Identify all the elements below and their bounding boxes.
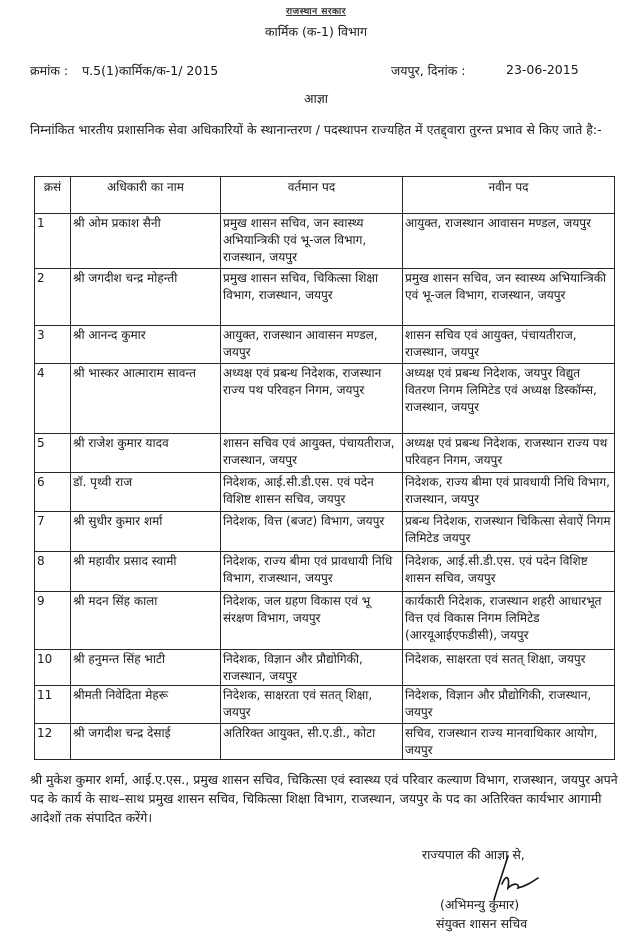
cell-current-post: प्रमुख शासन सचिव, चिकित्सा शिक्षा विभाग, राजस्थान, जयपुर <box>221 269 403 326</box>
cell-current-post: आयुक्त, राजस्थान आवासन मण्डल, जयपुर <box>221 326 403 364</box>
cell-serial-number: 12 <box>35 724 71 760</box>
table-row <box>35 269 615 326</box>
table-row <box>35 434 615 473</box>
cell-officer-name: श्री जगदीश चन्द्र मोहन्ती <box>71 269 221 326</box>
table-row <box>35 326 615 364</box>
by-order-text: राज्यपाल की आज्ञा से, <box>422 847 525 862</box>
cell-serial-number: 8 <box>35 552 71 592</box>
cell-serial-number: 4 <box>35 364 71 434</box>
cell-new-post: निदेशक, राज्य बीमा एवं प्रावधायी निधि विभाग, राजस्थान, जयपुर <box>403 473 615 512</box>
cell-current-post: निदेशक, जल ग्रहण विकास एवं भू संरक्षण विभाग, जयपुर <box>221 592 403 650</box>
additional-charge-note: श्री मुकेश कुमार शर्मा, आई.ए.एस., प्रमुख शासन सचिव, चिकित्सा एवं स्वास्थ्य एवं परिवार कल्याण विभाग, राजस्थान, जयपुर अपने पद के कार्य के साथ–साथ प्रमुख शासन सचिव, चिकित्सा शिक्षा विभाग, राजस्थान, जयपुर के पद का अतिरिक्त कार्यभार आगामी आदेशों तक संपादित करेंगे। <box>30 772 618 825</box>
cell-officer-name: श्री सुधीर कुमार शर्मा <box>71 512 221 552</box>
cell-new-post: प्रमुख शासन सचिव, जन स्वास्थ्य अभियान्त्रिकी एवं भू-जल विभाग, राजस्थान, जयपुर <box>403 269 615 326</box>
table-row <box>35 473 615 512</box>
cell-current-post: निदेशक, साक्षरता एवं सतत् शिक्षा, जयपुर <box>221 686 403 724</box>
cell-current-post: निदेशक, आई.सी.डी.एस. एवं पदेन विशिष्ट शासन सचिव, जयपुर <box>221 473 403 512</box>
cell-new-post: अध्यक्ष एवं प्रबन्ध निदेशक, जयपुर विद्युत वितरण निगम लिमिटेड एवं अध्यक्ष डिस्कॉम्स, राजस्थान, जयपुर <box>403 364 615 434</box>
signatory-designation: संयुक्त शासन सचिव <box>436 916 528 931</box>
table-header-row <box>35 177 615 214</box>
cell-serial-number: 10 <box>35 650 71 686</box>
cell-serial-number: 9 <box>35 592 71 650</box>
column-header-current-post: वर्तमान पद <box>221 177 403 214</box>
table-body <box>35 214 615 760</box>
cell-current-post: अतिरिक्त आयुक्त, सी.ए.डी., कोटा <box>221 724 403 760</box>
cell-officer-name: श्री हनुमन्त सिंह भाटी <box>71 650 221 686</box>
cell-officer-name: श्री भास्कर आत्माराम सावन्त <box>71 364 221 434</box>
cell-new-post: निदेशक, विज्ञान और प्रौद्योगिकी, राजस्थान, जयपुर <box>403 686 615 724</box>
cell-current-post: शासन सचिव एवं आयुक्त, पंचायतीराज, राजस्थान, जयपुर <box>221 434 403 473</box>
cell-serial-number: 7 <box>35 512 71 552</box>
reference-number: प.5(1)कार्मिक/क-1/ 2015 <box>82 63 219 78</box>
cell-officer-name: श्री आनन्द कुमार <box>71 326 221 364</box>
table-row <box>35 552 615 592</box>
reference-label: क्रमांक : <box>30 63 69 78</box>
cell-new-post: कार्यकारी निदेशक, राजस्थान शहरी आधारभूत वित्त एवं विकास निगम लिमिटेड (आरयूआईएफडीसी), जयपुर <box>403 592 615 650</box>
cell-officer-name: श्री ओम प्रकाश सैनी <box>71 214 221 269</box>
cell-serial-number: 5 <box>35 434 71 473</box>
table-row <box>35 214 615 269</box>
order-title: आज्ञा <box>303 91 329 106</box>
cell-current-post: निदेशक, वित्त (बजट) विभाग, जयपुर <box>221 512 403 552</box>
cell-serial-number: 11 <box>35 686 71 724</box>
signatory-name: (अभिमन्यु कुमार) <box>440 897 520 912</box>
cell-officer-name: श्री जगदीश चन्द्र देसाई <box>71 724 221 760</box>
place-date-label: जयपुर, दिनांक : <box>391 63 466 78</box>
table-row <box>35 512 615 552</box>
order-date: 23-06-2015 <box>506 62 579 77</box>
cell-current-post: निदेशक, विज्ञान और प्रौद्योगिकी, राजस्थान, जयपुर <box>221 650 403 686</box>
cell-officer-name: डॉ. पृथ्वी राज <box>71 473 221 512</box>
cell-new-post: निदेशक, साक्षरता एवं सतत् शिक्षा, जयपुर <box>403 650 615 686</box>
cell-officer-name: श्री मदन सिंह काला <box>71 592 221 650</box>
cell-serial-number: 2 <box>35 269 71 326</box>
cell-new-post: प्रबन्ध निदेशक, राजस्थान चिकित्सा सेवाऐं निगम लिमिटेड जयपुर <box>403 512 615 552</box>
column-header-new-post: नवीन पद <box>403 177 615 214</box>
cell-new-post: अध्यक्ष एवं प्रबन्ध निदेशक, राजस्थान राज्य पथ परिवहन निगम, जयपुर <box>403 434 615 473</box>
column-header-name: अधिकारी का नाम <box>71 177 221 214</box>
reference-line <box>30 62 228 79</box>
cell-serial-number: 6 <box>35 473 71 512</box>
table-row <box>35 686 615 724</box>
cell-current-post: निदेशक, राज्य बीमा एवं प्रावधायी निधि विभाग, राजस्थान, जयपुर <box>221 552 403 592</box>
table-row <box>35 724 615 760</box>
cell-new-post: सचिव, राजस्थान राज्य मानवाधिकार आयोग, जयपुर <box>403 724 615 760</box>
table-row <box>35 650 615 686</box>
cell-new-post: आयुक्त, राजस्थान आवासन मण्डल, जयपुर <box>403 214 615 269</box>
cell-serial-number: 1 <box>35 214 71 269</box>
transfer-table <box>34 176 615 760</box>
intro-paragraph: निम्नांकित भारतीय प्रशासनिक सेवा अधिकारियों के स्थानान्तरण / पदस्थापन राज्यहित में एतद्द्वारा तुरन्त प्रभाव से किए जाते है:- <box>30 122 602 137</box>
table-row <box>35 364 615 434</box>
cell-new-post: निदेशक, आई.सी.डी.एस. एवं पदेन विशिष्ट शासन सचिव, जयपुर <box>403 552 615 592</box>
department-title: कार्मिक (क-1) विभाग <box>264 24 368 39</box>
cell-officer-name: श्रीमती निवेदिता मेहरू <box>71 686 221 724</box>
cell-current-post: अध्यक्ष एवं प्रबन्ध निदेशक, राजस्थान राज्य पथ परिवहन निगम, जयपुर <box>221 364 403 434</box>
cell-current-post: प्रमुख शासन सचिव, जन स्वास्थ्य अभियान्त्रिकी एवं भू-जल विभाग, राजस्थान, जयपुर <box>221 214 403 269</box>
cell-officer-name: श्री राजेश कुमार यादव <box>71 434 221 473</box>
cell-new-post: शासन सचिव एवं आयुक्त, पंचायतीराज, राजस्थान, जयपुर <box>403 326 615 364</box>
column-header-sno: क्रसं <box>35 177 71 214</box>
table-row <box>35 592 615 650</box>
government-header: राजस्थान सरकार <box>286 7 346 17</box>
cell-serial-number: 3 <box>35 326 71 364</box>
cell-officer-name: श्री महावीर प्रसाद स्वामी <box>71 552 221 592</box>
